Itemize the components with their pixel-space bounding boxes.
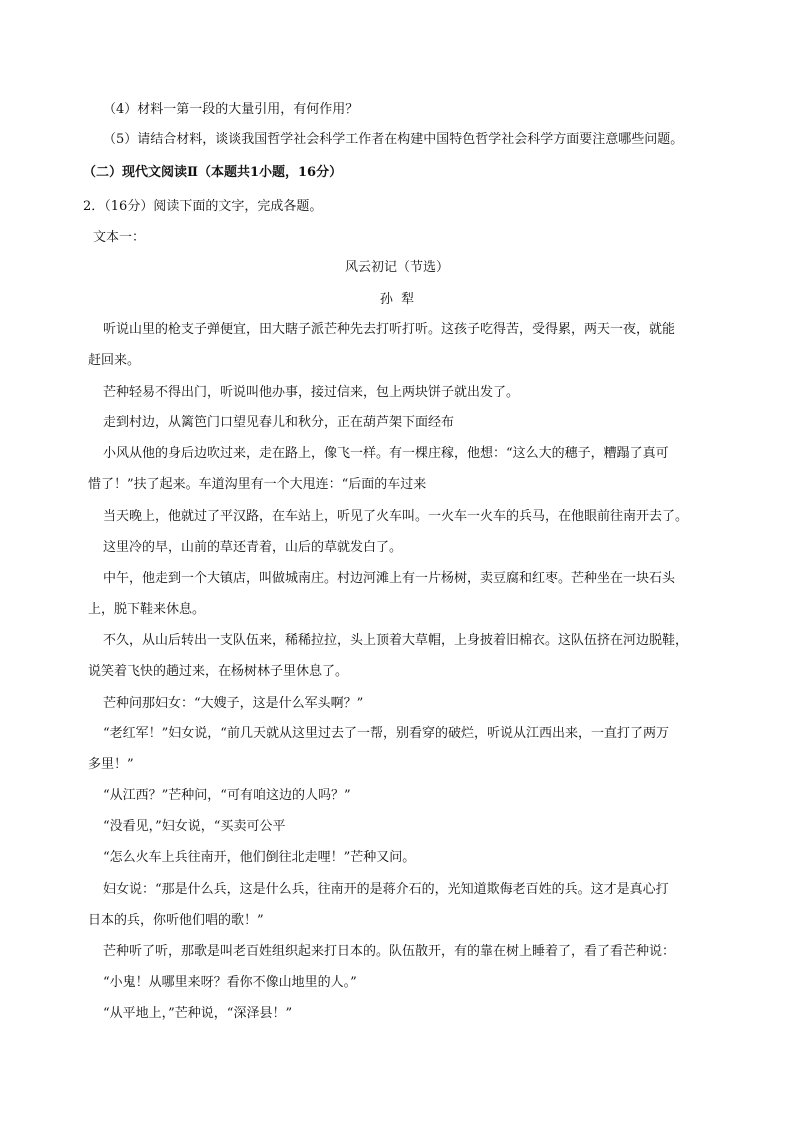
- article-line: 上，脱下鞋来休息。: [88, 602, 206, 617]
- article-line: “小鬼！从哪里来呀？看你不像山地里的人。”: [103, 975, 357, 990]
- article-line: “老红军！”妇女说，“前几天就从这里过去了一帮，别看穿的破烂，听说从江西出来，一直打了两万: [103, 726, 669, 741]
- article-line: 当天晚上，他就过了平汉路，在车站上，听见了火车叫。一火车一火车的兵马，在他眼前往南开去了。: [103, 509, 689, 524]
- article-title: 风云初记（节选）: [344, 260, 449, 275]
- text-label: 文本一：: [93, 230, 146, 245]
- section-heading: （二）现代文阅读Ⅱ（本题共1小题，16分）: [83, 165, 343, 180]
- article-line: 芒种问那妇女：“大嫂子，这是什么军头啊？”: [103, 696, 364, 711]
- article-line: 惜了！”扶了起来。车道沟里有一个大甩连：“后面的车过来: [88, 477, 427, 492]
- article-line: 这里冷的早，山前的草还青着，山后的草就发白了。: [103, 540, 403, 555]
- article-line: 说笑着飞快的趟过来，在杨树林子里休息了。: [88, 664, 349, 679]
- article-line: 赶回来。: [88, 353, 141, 368]
- article-line: 多里！”: [88, 757, 134, 772]
- article-line: 小风从他的身后边吹过来，走在路上，像飞一样。有一棵庄稼，他想：“这么大的穗子，糟蹋了真可: [103, 446, 669, 461]
- question-5: （5）请结合材料，谈谈我国哲学社会科学工作者在构建中国特色哲学社会科学方面要注意哪些问题。: [103, 132, 684, 147]
- article-line: 中午，他走到一个大镇店，叫做城南庄。村边河滩上有一片杨树，卖豆腐和红枣。芒种坐在一块石头: [103, 571, 676, 586]
- question-stem: 2．（16分）阅读下面的文字，完成各题。: [83, 199, 323, 214]
- article-line: “怎么火车上兵往南开，他们倒往北走哩！”芒种又问。: [103, 850, 416, 865]
- article-line: 芒种轻易不得出门，听说叫他办事，接过信来，包上两块饼子就出发了。: [103, 385, 520, 400]
- article-author: 孙 犁: [379, 292, 415, 307]
- article-line: 听说山里的枪支子弹便宜，田大瞎子派芒种先去打听打听。这孩子吃得苦，受得累，两天一夜，就能: [103, 322, 676, 337]
- article-line: “没看见，”妇女说，“买卖可公平: [103, 819, 286, 834]
- article-line: 妇女说：“那是什么兵，这是什么兵，往南开的是蒋介石的，光知道欺侮老百姓的兵。这才是真心打: [103, 882, 669, 897]
- article-line: “从江西？”芒种问，“可有咱这边的人吗？”: [103, 788, 351, 803]
- question-4: （4）材料一第一段的大量引用，有何作用？: [103, 102, 359, 117]
- article-line: “从平地上，”芒种说，“深泽县！”: [103, 1006, 293, 1021]
- article-line: 走到村边，从篱笆门口望见春儿和秋分，正在葫芦架下面经布: [103, 415, 455, 430]
- article-line: 不久，从山后转出一支队伍来，稀稀拉拉，头上顶着大草帽，上身披着旧棉衣。这队伍挤在河边脱鞋，: [103, 633, 689, 648]
- article-line: 日本的兵，你听他们唱的歌！”: [88, 913, 264, 928]
- article-line: 芒种听了听，那歌是叫老百姓组织起来打日本的。队伍散开，有的靠在树上睡着了，看了看芒种说：: [103, 944, 676, 959]
